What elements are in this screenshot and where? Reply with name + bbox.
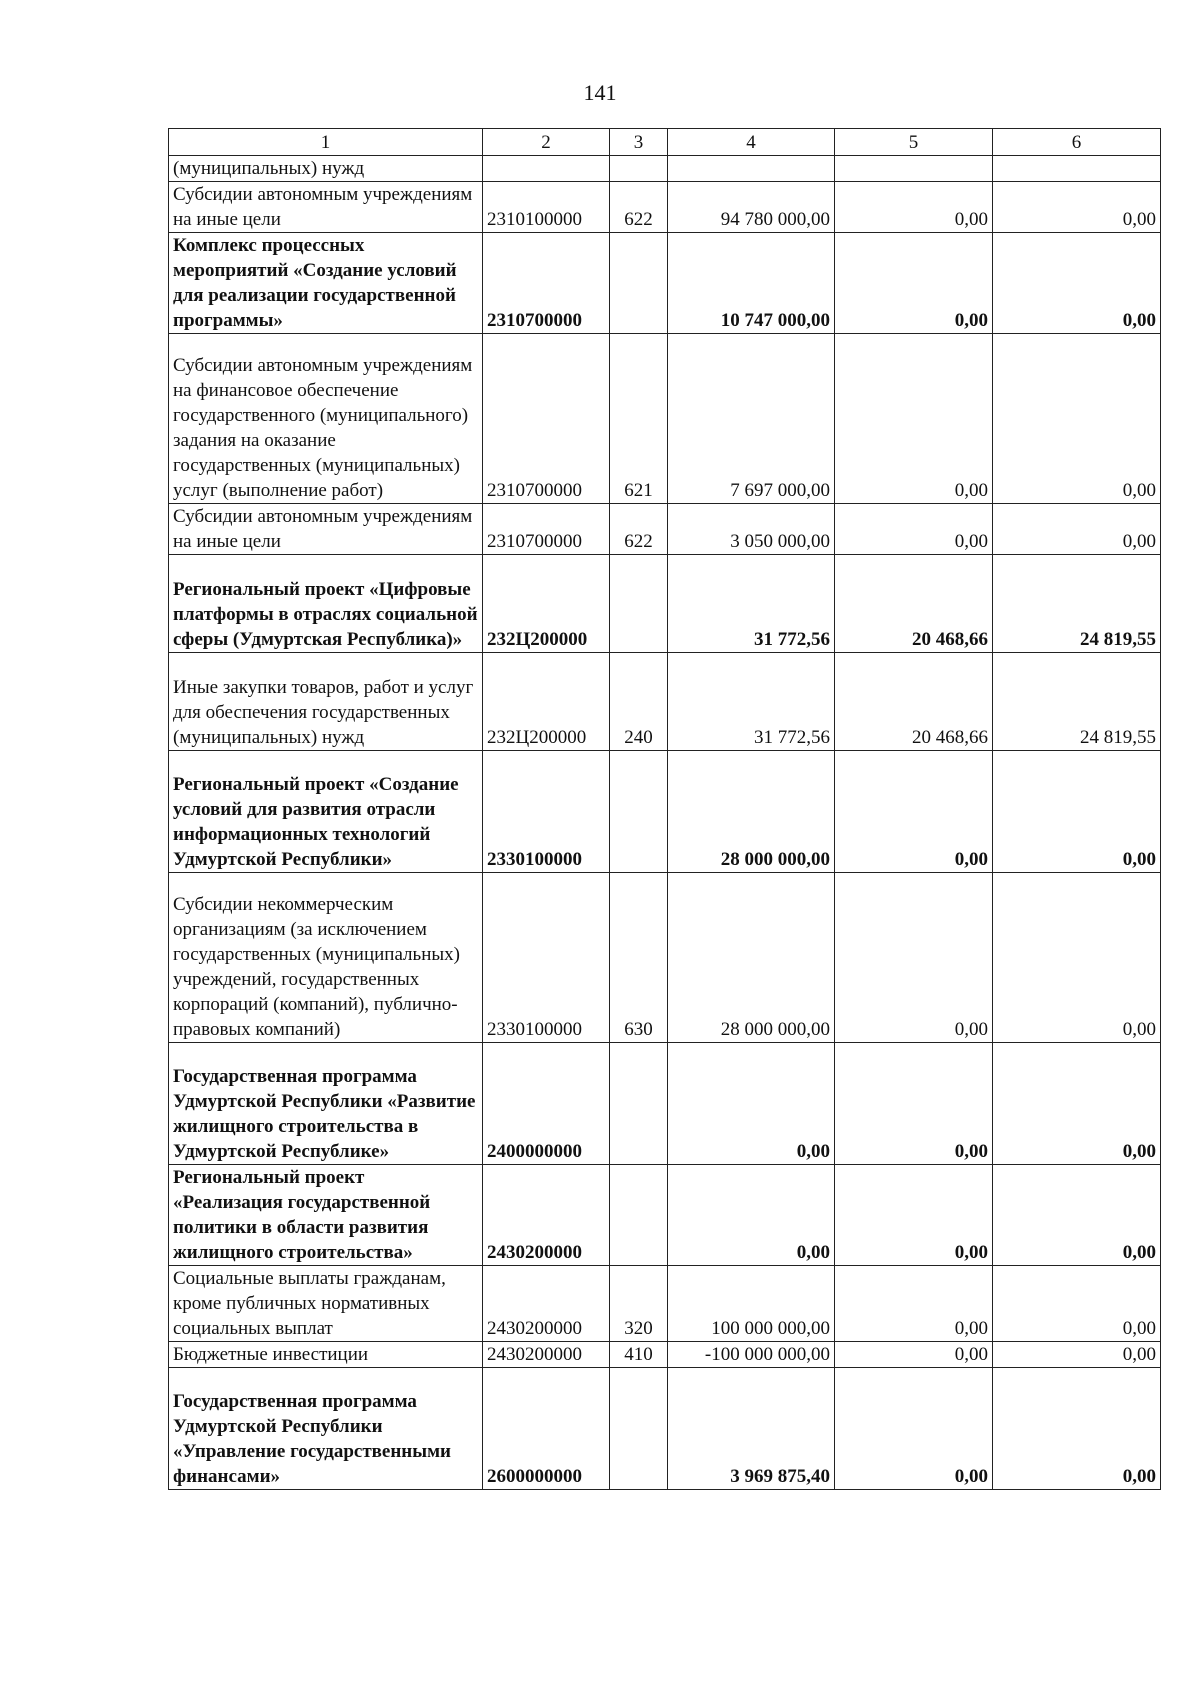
table-row [169, 334, 1161, 504]
row-code: 2310700000 [483, 504, 610, 555]
row-name: Социальные выплаты гражданам, кроме публичных нормативных социальных выплат [169, 1266, 483, 1342]
row-expense-type [610, 233, 668, 334]
table-row [169, 1165, 1161, 1266]
row-amount-col6: 0,00 [993, 1342, 1161, 1368]
table-row [169, 751, 1161, 873]
row-amount-col4: 0,00 [668, 1043, 835, 1165]
row-amount-col6: 0,00 [993, 1266, 1161, 1342]
row-amount-col6: 24 819,55 [993, 653, 1161, 751]
row-amount-col4 [668, 156, 835, 182]
header-row [169, 129, 1161, 156]
column-header: 3 [610, 129, 668, 156]
table-row [169, 1266, 1161, 1342]
table-row [169, 233, 1161, 334]
row-name: Региональный проект «Цифровые платформы в отраслях социальной сферы (Удмуртская Республика)» [169, 555, 483, 653]
row-amount-col5: 0,00 [835, 751, 993, 873]
row-amount-col6: 0,00 [993, 873, 1161, 1043]
table-row [169, 182, 1161, 233]
column-header: 5 [835, 129, 993, 156]
row-expense-type [610, 156, 668, 182]
row-amount-col5: 0,00 [835, 334, 993, 504]
row-name: Иные закупки товаров, работ и услуг для обеспечения государственных (муниципальных) нужд [169, 653, 483, 751]
table-row [169, 555, 1161, 653]
row-name: Региональный проект «Создание условий для развития отрасли информационных технологий Удмуртской Республики» [169, 751, 483, 873]
column-header: 2 [483, 129, 610, 156]
row-amount-col4: 10 747 000,00 [668, 233, 835, 334]
row-amount-col4: 28 000 000,00 [668, 751, 835, 873]
row-name: Субсидии некоммерческим организациям (за исключением государственных (муниципальных) учреждений, государственных корпораций (компаний), публично-правовых компаний) [169, 873, 483, 1043]
table-row [169, 873, 1161, 1043]
row-code [483, 156, 610, 182]
row-amount-col6: 0,00 [993, 1368, 1161, 1490]
row-amount-col6: 0,00 [993, 504, 1161, 555]
row-code: 2400000000 [483, 1043, 610, 1165]
table-row [169, 1368, 1161, 1490]
row-amount-col5: 0,00 [835, 1165, 993, 1266]
row-expense-type [610, 751, 668, 873]
row-amount-col5: 20 468,66 [835, 555, 993, 653]
row-amount-col5 [835, 156, 993, 182]
row-code: 2310700000 [483, 233, 610, 334]
table-row [169, 653, 1161, 751]
row-name: Комплекс процессных мероприятий «Создание условий для реализации государственной программы» [169, 233, 483, 334]
row-expense-type [610, 1368, 668, 1490]
row-expense-type: 622 [610, 182, 668, 233]
row-code: 2330100000 [483, 751, 610, 873]
row-amount-col6 [993, 156, 1161, 182]
row-amount-col6: 0,00 [993, 233, 1161, 334]
page-number: 141 [583, 80, 617, 105]
row-name: Государственная программа Удмуртской Республики «Развитие жилищного строительства в Удмуртской Республике» [169, 1043, 483, 1165]
row-name: Региональный проект «Реализация государственной политики в области развития жилищного строительства» [169, 1165, 483, 1266]
row-amount-col6: 24 819,55 [993, 555, 1161, 653]
row-amount-col4: 28 000 000,00 [668, 873, 835, 1043]
table-row [169, 1043, 1161, 1165]
row-name: (муниципальных) нужд [169, 156, 483, 182]
row-amount-col6: 0,00 [993, 334, 1161, 504]
budget-table [168, 128, 1161, 1490]
row-amount-col5: 0,00 [835, 1342, 993, 1368]
row-expense-type: 622 [610, 504, 668, 555]
row-amount-col4: 0,00 [668, 1165, 835, 1266]
row-amount-col5: 0,00 [835, 1266, 993, 1342]
row-amount-col6: 0,00 [993, 1165, 1161, 1266]
row-amount-col4: 3 050 000,00 [668, 504, 835, 555]
row-code: 2430200000 [483, 1165, 610, 1266]
row-code: 2310700000 [483, 334, 610, 504]
row-amount-col5: 0,00 [835, 1368, 993, 1490]
row-code: 2430200000 [483, 1342, 610, 1368]
row-amount-col4: 3 969 875,40 [668, 1368, 835, 1490]
row-name: Бюджетные инвестиции [169, 1342, 483, 1368]
row-amount-col5: 20 468,66 [835, 653, 993, 751]
table-row [169, 156, 1161, 182]
row-name: Субсидии автономным учреждениям на иные цели [169, 182, 483, 233]
row-expense-type [610, 1043, 668, 1165]
row-code: 232Ц200000 [483, 555, 610, 653]
row-amount-col4: 31 772,56 [668, 555, 835, 653]
column-header: 1 [169, 129, 483, 156]
row-expense-type: 240 [610, 653, 668, 751]
row-amount-col6: 0,00 [993, 751, 1161, 873]
row-amount-col4: 94 780 000,00 [668, 182, 835, 233]
row-code: 2310100000 [483, 182, 610, 233]
row-expense-type: 410 [610, 1342, 668, 1368]
row-code: 2430200000 [483, 1266, 610, 1342]
row-expense-type [610, 1165, 668, 1266]
row-expense-type: 320 [610, 1266, 668, 1342]
row-amount-col4: 7 697 000,00 [668, 334, 835, 504]
table-row [169, 504, 1161, 555]
row-name: Субсидии автономным учреждениям на иные цели [169, 504, 483, 555]
row-amount-col5: 0,00 [835, 504, 993, 555]
row-amount-col5: 0,00 [835, 873, 993, 1043]
row-amount-col6: 0,00 [993, 1043, 1161, 1165]
row-expense-type [610, 555, 668, 653]
column-header: 6 [993, 129, 1161, 156]
row-amount-col5: 0,00 [835, 233, 993, 334]
row-amount-col5: 0,00 [835, 182, 993, 233]
row-amount-col4: -100 000 000,00 [668, 1342, 835, 1368]
table-row [169, 1342, 1161, 1368]
row-code: 2600000000 [483, 1368, 610, 1490]
row-name: Субсидии автономным учреждениям на финансовое обеспечение государственного (муниципального) задания на оказание государственных (муниципальных) услуг (выполнение работ) [169, 334, 483, 504]
row-code: 2330100000 [483, 873, 610, 1043]
row-code: 232Ц200000 [483, 653, 610, 751]
row-expense-type: 621 [610, 334, 668, 504]
row-name: Государственная программа Удмуртской Республики «Управление государственными финансами» [169, 1368, 483, 1490]
row-amount-col4: 100 000 000,00 [668, 1266, 835, 1342]
row-expense-type: 630 [610, 873, 668, 1043]
row-amount-col4: 31 772,56 [668, 653, 835, 751]
row-amount-col5: 0,00 [835, 1043, 993, 1165]
column-header: 4 [668, 129, 835, 156]
row-amount-col6: 0,00 [993, 182, 1161, 233]
